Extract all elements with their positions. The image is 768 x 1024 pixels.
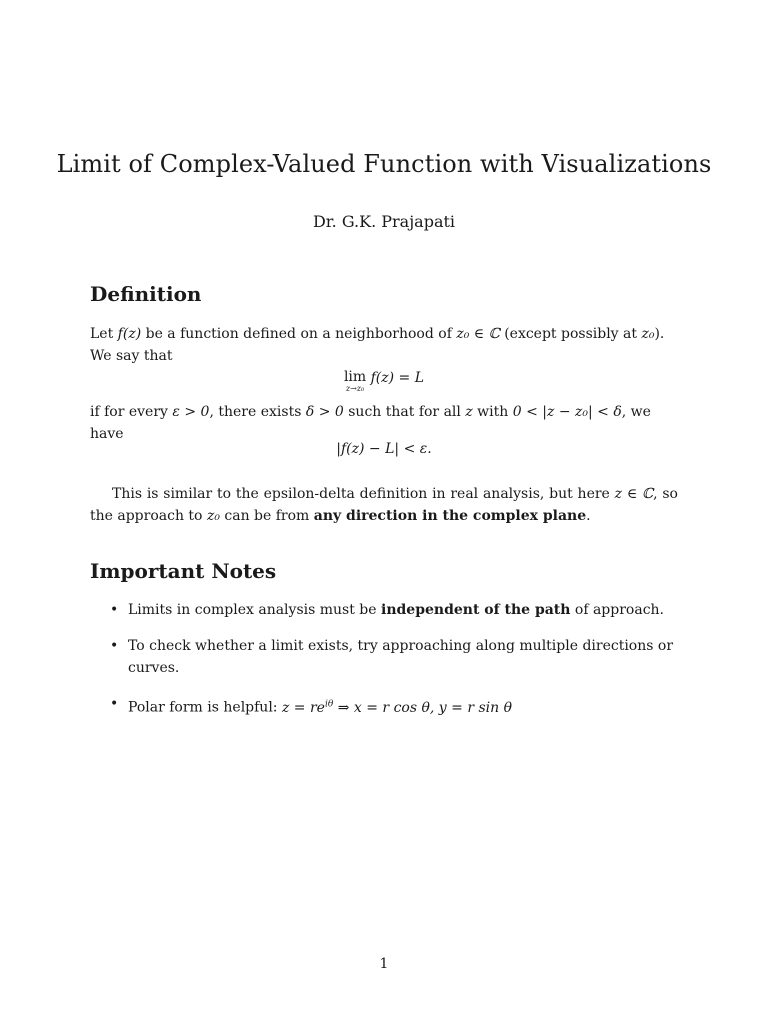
text-segment: This is similar to the epsilon-delta definition in real analysis, but here [112,486,615,502]
math-abs-condition: 0 < |z − z₀| < δ [512,404,622,420]
important-notes-heading: Important Notes [90,559,277,583]
emphasis-text: independent of the path [381,602,571,618]
result-equation [0,441,768,457]
definition-heading: Definition [90,282,202,306]
text-segment: (except possibly at [499,326,642,342]
text-segment: , we have [90,404,651,442]
text-segment: if for every [90,404,173,420]
definition-paragraph-3 [90,483,678,527]
math-part: z = re [281,699,325,716]
math-z-in-c: z ∈ ℂ [614,486,654,502]
math-f-of-z: f(z) [117,326,142,342]
list-item [90,635,690,679]
list-item [90,693,690,719]
math-epsilon-condition: ε > 0 [172,404,210,420]
lim-operator [344,370,366,394]
text-segment: ). We say that [90,326,665,364]
notes-list [90,599,690,733]
math-superscript: iθ [324,699,334,709]
math-delta-condition: δ > 0 [305,404,344,420]
text-segment: , there exists [209,404,306,420]
limit-equation [0,370,768,394]
text-segment: of approach. [570,602,665,618]
emphasis-text: any direction in the complex plane [313,508,587,524]
bullet-icon: • [110,602,119,618]
author-name: Dr. G.K. Prajapati [312,212,456,231]
lim-subscript: z→z₀ [345,384,365,393]
list-item [90,599,690,621]
lim-text: lim [343,369,367,385]
text-segment: with [472,404,513,420]
page-number: 1 [379,956,389,972]
text-segment: To check whether a limit exists, try approaching along multiple directions or curves. [128,638,674,676]
text-segment: can be from [219,508,314,524]
bullet-icon: • [110,696,119,712]
definition-paragraph-1 [90,323,678,367]
text-segment: Let [90,326,118,342]
math-z: z [465,404,473,420]
math-z0-in-c: z₀ ∈ ℂ [456,326,500,342]
result-expression: |f(z) − L| < ε. [336,441,432,457]
definition-paragraph-2 [90,401,678,445]
text-segment: . [586,508,591,524]
limit-expression: f(z) = L [370,370,425,386]
text-segment: such that for all [343,404,466,420]
page-title: Limit of Complex-Valued Function with Visualizations [56,150,712,178]
math-z0: z₀ [641,326,655,342]
math-polar-form [282,700,512,716]
text-segment: Limits in complex analysis must be [128,602,381,618]
bullet-icon: • [110,638,119,654]
math-part: ⇒ x = r cos θ, y = r sin θ [333,699,513,716]
text-segment: Polar form is helpful: [128,699,282,716]
text-segment: , so the approach to [90,486,678,524]
text-segment: be a function defined on a neighborhood of [141,326,457,342]
math-z0: z₀ [206,508,220,524]
